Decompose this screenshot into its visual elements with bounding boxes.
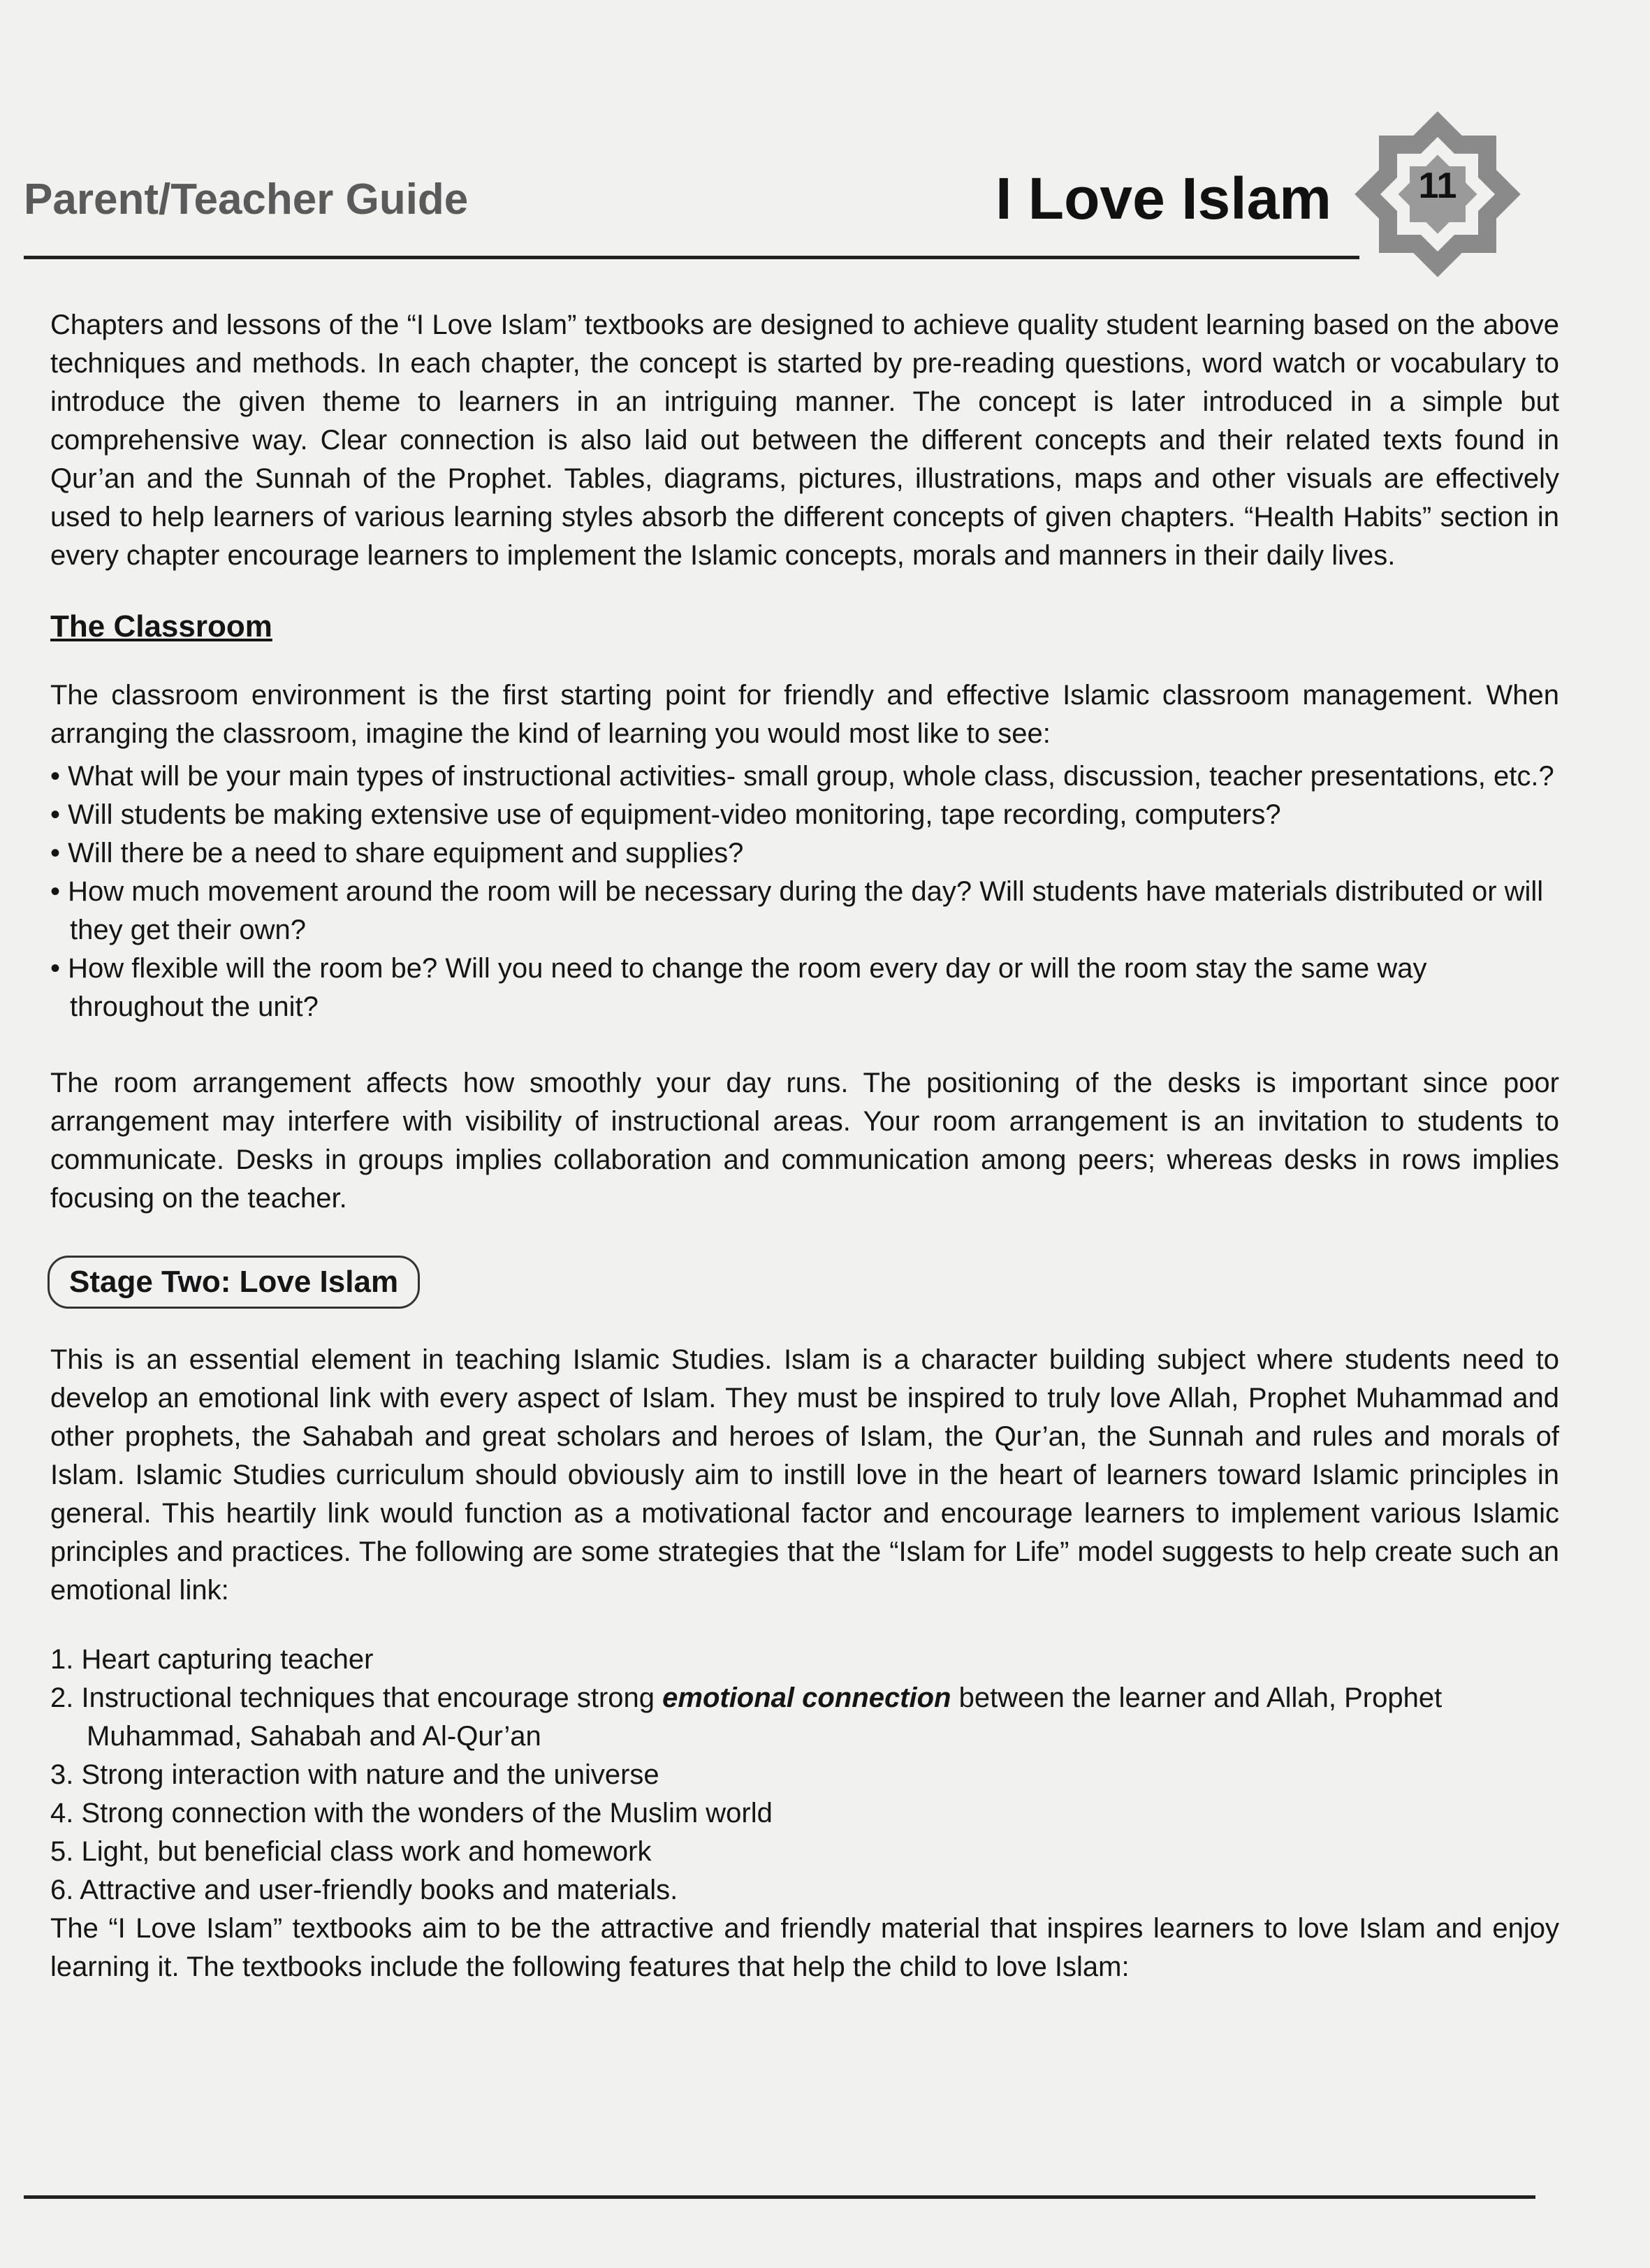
list-item-text: 2. Instructional techniques that encourage strong bbox=[50, 1682, 663, 1713]
list-item: 3. Strong interaction with nature and the universe bbox=[50, 1759, 659, 1790]
guide-label: Parent/Teacher Guide bbox=[24, 175, 469, 224]
list-item: • How flexible will the room be? Will you need to change the room every day or will the room stay the same way throughout the unit? bbox=[50, 953, 1427, 1022]
list-item: 4. Strong connection with the wonders of the Muslim world bbox=[50, 1798, 773, 1829]
intro-paragraph: Chapters and lessons of the “I Love Islam” textbooks are designed to achieve quality student learning based on the above techniques and methods. In each chapter, the concept is started by pre-reading questions, word watch or vocabulary to introduce the given theme to learners in an intriguing manner. The concept is later introduced in a simple but comprehensive way. Clear connection is also laid out between the different concepts and their related texts found in Qur’an and the Sunnah of the Prophet. Tables, diagrams, pictures, illustrations, maps and other visuals are effectively used to help learners of various learning styles absorb the different concepts of given chapters. “Health Habits” section in every chapter encourage learners to implement the Islamic concepts, morals and manners in their daily lives. bbox=[50, 310, 1559, 571]
list-item: • What will be your main types of instructional activities- small group, whole class, discussion, teacher presentations, etc.? bbox=[50, 761, 1554, 792]
room-arrangement-paragraph: The room arrangement affects how smoothly your day runs. The positioning of the desks is important since poor arrangement may interfere with visibility of instructional areas. Your room arrangement is an invitation to students to communicate. Desks in groups implies collaboration and communication among peers; whereas desks in rows implies focusing on the teacher. bbox=[50, 1068, 1559, 1214]
classroom-heading: The Classroom bbox=[50, 609, 272, 644]
classroom-lead: The classroom environment is the first starting point for friendly and effective Islamic classroom management. When arranging the classroom, imagine the kind of learning you would most like to see: bbox=[50, 680, 1559, 749]
classroom-questions bbox=[50, 757, 1559, 1026]
strategies-list bbox=[50, 1641, 1559, 1910]
book-title: I Love Islam bbox=[995, 166, 1331, 231]
list-item: 6. Attractive and user-friendly books and materials. bbox=[50, 1875, 678, 1905]
closing-paragraph: The “I Love Islam” textbooks aim to be the attractive and friendly material that inspires learners to love Islam and enjoy learning it. The textbooks include the following features that help the child to love Islam: bbox=[50, 1913, 1559, 1982]
stage-two-paragraph: This is an essential element in teaching Islamic Studies. Islam is a character building subject where students need to develop an emotional link with every aspect of Islam. They must be inspired to truly love Allah, Prophet Muhammad and other prophets, the Sahabah and great scholars and heroes of Islam, the Qur’an, the Sunnah and rules and morals of Islam. Islamic Studies curriculum should obviously aim to instill love in the heart of learners toward Islamic principles in general. This heartily link would function as a motivational factor and encourage learners to implement various Islamic principles and practices. The following are some strategies that the “Islam for Life” model suggests to help create such an emotional link: bbox=[50, 1344, 1559, 1606]
header-rule bbox=[24, 256, 1359, 259]
page-number: 11 bbox=[1418, 166, 1457, 206]
list-item: • Will there be a need to share equipment and supplies? bbox=[50, 838, 744, 868]
list-item: 1. Heart capturing teacher bbox=[50, 1644, 374, 1675]
list-item-text: between the learner and Allah, Prophet Muhammad, Sahabah and Al-Qur’an bbox=[87, 1682, 1443, 1752]
list-item: • How much movement around the room will be necessary during the day? Will students have materials distributed or will they get their own? bbox=[50, 876, 1544, 945]
page-content bbox=[50, 306, 1559, 1986]
list-item: • Will students be making extensive use of equipment-video monitoring, tape recording, computers? bbox=[50, 799, 1281, 830]
emphasized-text: emotional connection bbox=[662, 1682, 951, 1713]
list-item: 5. Light, but beneficial class work and homework bbox=[50, 1836, 652, 1867]
stage-two-heading: Stage Two: Love Islam bbox=[48, 1256, 420, 1309]
footer-rule bbox=[24, 2195, 1535, 2199]
list-item bbox=[50, 1679, 1559, 1756]
